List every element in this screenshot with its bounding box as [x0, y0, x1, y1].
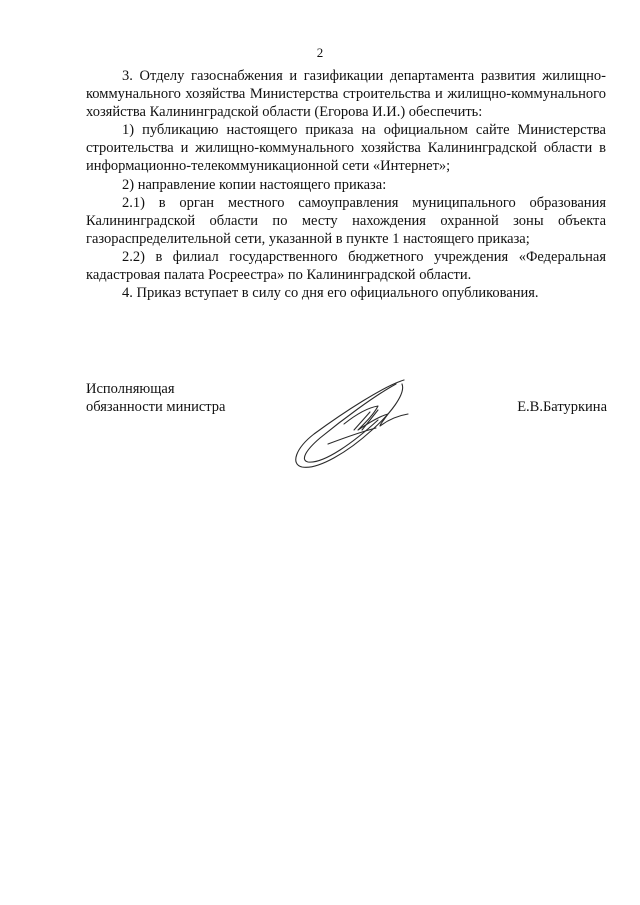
paragraph-3-1: 1) публикацию настоящего приказа на официальном сайте Министерства строительства и жилищно-коммунального хозяйства Калининградской области в информационно-телекоммуникационной сети «Интернет»;	[86, 122, 606, 175]
signatory-position-line2: обязанности министра	[86, 399, 226, 416]
document-body	[86, 67, 606, 302]
paragraph-3-2: 2) направление копии настоящего приказа:	[122, 176, 387, 193]
paragraph-4: 4. Приказ вступает в силу со дня его официального опубликования.	[122, 285, 539, 302]
signatory-position-line1: Исполняющая	[86, 381, 175, 397]
signatory-position	[86, 380, 225, 416]
signatory-name: Е.В.Батуркина	[517, 399, 607, 415]
paragraph-3-2-1: 2.1) в орган местного самоуправления муниципального образования Калининградской области по месту нахождения охранной зоны объекта газораспределительной сети, указанной в пункте 1 настоящего приказа;	[86, 194, 606, 247]
paragraph-3: 3. Отделу газоснабжения и газификации департамента развития жилищно-коммунального хозяйства Министерства строительства и жилищно-коммунального хозяйства Калининградской области (Егорова И.И.) обеспечить:	[86, 68, 606, 121]
handwritten-signature	[284, 372, 420, 472]
page-number: 2	[316, 45, 324, 60]
paragraph-3-2-2: 2.2) в филиал государственного бюджетного учреждения «Федеральная кадастровая палата Росреестра» по Калининградской области.	[86, 248, 606, 284]
